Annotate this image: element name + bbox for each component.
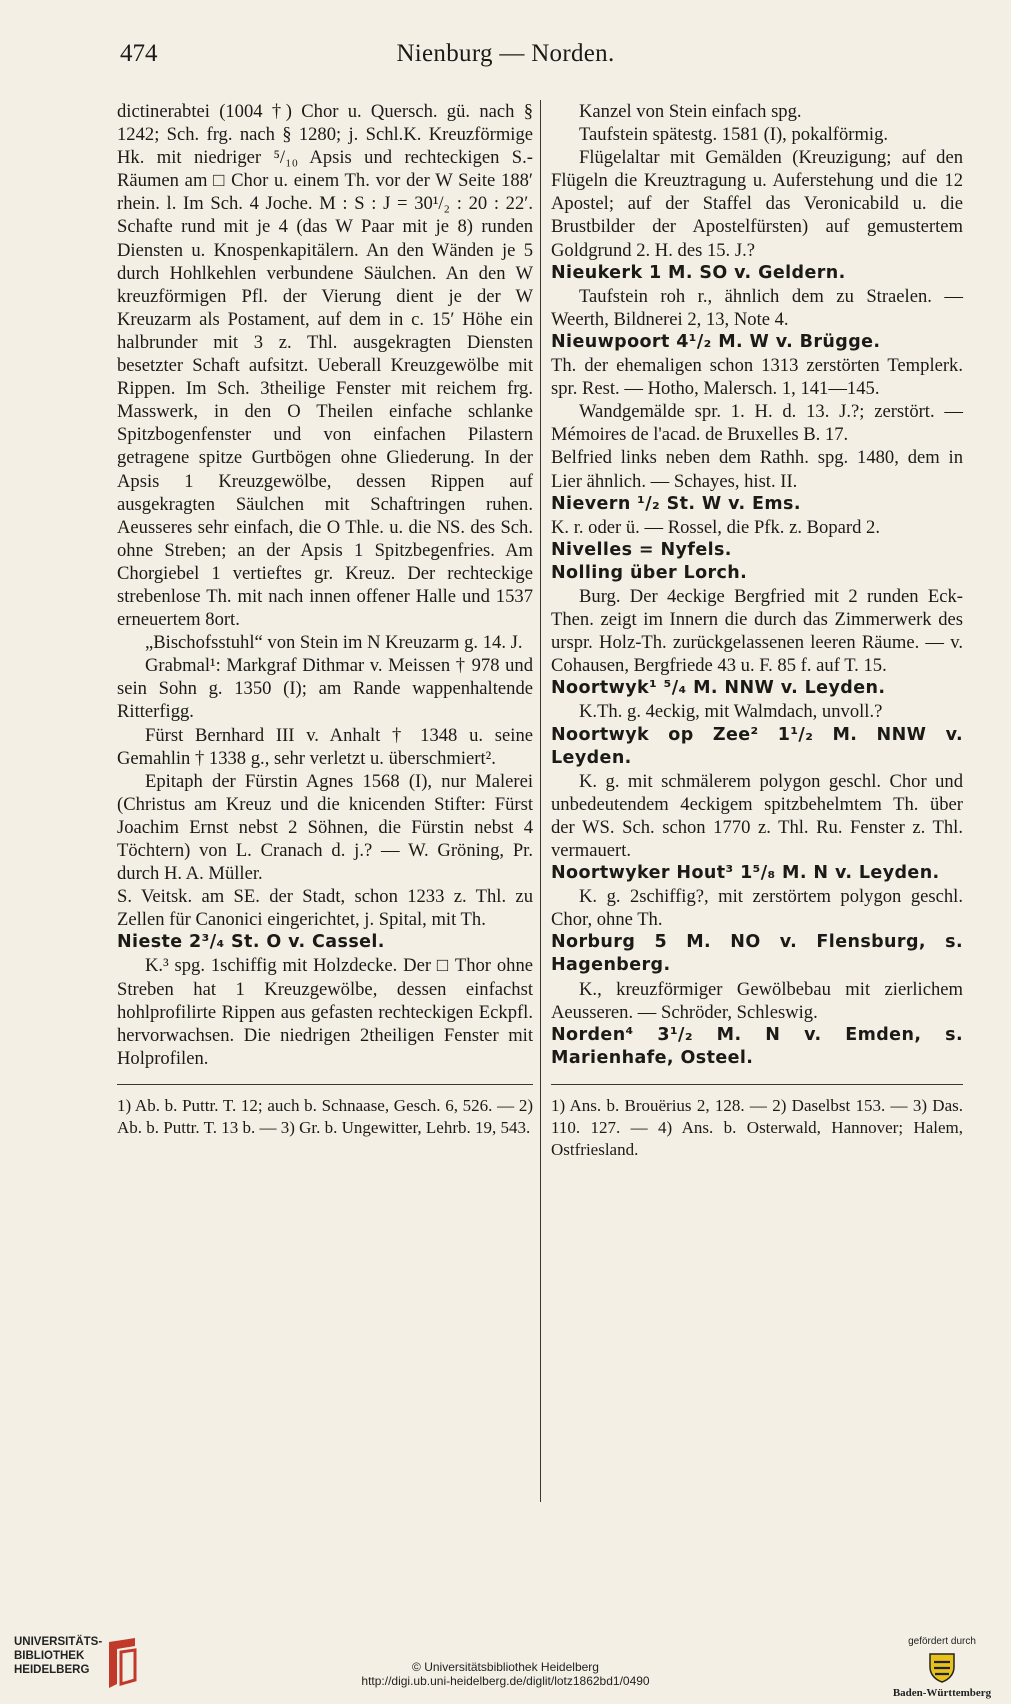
entry-heading-nieuwpoort: Nieuwpoort 4¹/₂ M. W v. Brügge.	[551, 331, 881, 352]
left-column	[117, 100, 533, 1139]
footnotes-right: 1) Ans. b. Brouërius 2, 128. — 2) Daselbst 153. — 3) Das. 110. 127. — 4) Ans. b. Osterwald, Hannover; Halem, Ostfriesland.	[551, 1095, 963, 1159]
running-title: Nienburg — Norden.	[396, 40, 615, 67]
funder-name: Baden-Württemberg	[892, 1687, 992, 1699]
right-paragraph-11: K. r. oder ü. — Rossel, die Pfk. z. Bopard 2.	[551, 516, 880, 538]
right-paragraph-8: Wandgemälde spr. 1. H. d. 13. J.?; zerstört. — Mémoires de l'acad. de Bruxelles B. 17.	[551, 401, 963, 446]
funded-by-label: gefördert durch	[908, 1636, 976, 1647]
right-paragraph-7: Th. der ehemaligen schon 1313 zerstörten Templerk. spr. Rest. — Hotho, Malersch. 1, 141—145.	[551, 355, 963, 400]
left-paragraph-4: Fürst Bernhard III v. Anhalt † 1348 u. seine Gemahlin † 1338 g., sehr verletzt u. überschmiert².	[117, 724, 533, 769]
entry-heading-nievern: Nievern ¹/₂ St. W v. Ems.	[551, 493, 801, 514]
entry-heading-norburg: Norburg 5 M. NO v. Flensburg, s. Hagenberg.	[551, 932, 963, 976]
entry-heading-nieste: Nieste 2³/₄ St. O v. Cassel.	[117, 932, 385, 953]
right-paragraph-9: Belfried links neben dem Rathh. spg. 1480, dem in Lier ähnlich. — Schayes, hist. II.	[551, 447, 963, 492]
left-paragraph-3: Grabmal¹: Markgraf Dithmar v. Meissen † 978 und sein Sohn g. 1350 (I); am Rande wappenhaltende Ritterfigg.	[117, 655, 533, 723]
left-paragraph-5: Epitaph der Fürstin Agnes 1568 (I), nur Malerei (Christus am Kreuz und die knicenden Stifter: Fürst Joachim Ernst nebst 2 Söhnen, die Fürstin nebst 4 Töchtern) von L. Cranach d. j.? — W. Gröning, Pr. durch H. A. Müller.	[117, 770, 533, 885]
coat-of-arms-icon	[927, 1651, 957, 1683]
right-paragraph-3: Flügelaltar mit Gemälden (Kreuzigung; auf den Flügeln die Kreuztragung u. Auferstehung und die 12 Apostel; auf der Staffel das Veronicabild u. die Brustbilder der Apostelfürsten) auf gemustertem Goldgrund 2. H. des 15. J.?	[551, 147, 963, 261]
footer-citation	[0, 1660, 1011, 1688]
right-paragraph-1: Kanzel von Stein einfach spg.	[579, 101, 802, 122]
permalink[interactable]: http://digi.ub.uni-heidelberg.de/diglit/lotz1862bd1/0490	[361, 1674, 650, 1688]
entry-heading-nivelles: Nivelles = Nyfels.	[551, 539, 732, 560]
right-paragraph-22: K., kreuzförmiger Gewölbebau mit zierlichem Aeusseren. — Schröder, Schleswig.	[551, 978, 963, 1023]
right-paragraph-5: Taufstein roh r., ähnlich dem zu Straelen. — Weerth, Bildnerei 2, 13, Note 4.	[551, 285, 963, 330]
funder-logo	[887, 1636, 997, 1699]
library-name-line-3: HEIDELBERG	[14, 1664, 90, 1676]
right-paragraph-14: Burg. Der 4eckige Bergfried mit 2 runden Eck-Then. zeigt im Innern die durch das Zimmerwerk des urspr. Holz-Th. zurückgelassenen leeren Räume. — v. Cohausen, Bergfriede 43 u. F. 85 f. auf T. 15.	[551, 585, 963, 677]
entry-heading-noortwyk: Noortwyk¹ ⁵/₄ M. NNW v. Leyden.	[551, 678, 886, 699]
library-name-line-1: UNIVERSITÄTS-	[14, 1636, 103, 1648]
copyright-line: © Universitätsbibliothek Heidelberg	[412, 1660, 599, 1674]
library-name-line-2: BIBLIOTHEK	[14, 1650, 85, 1662]
left-paragraph-6: S. Veitsk. am SE. der Stadt, schon 1233 z. Thl. zu Zellen für Canonici eingerichtet, j. Spital, mit Th.	[117, 886, 533, 931]
left-paragraph-1: dictinerabtei (1004 †) Chor u. Quersch. gü. nach § 1242; Sch. frg. nach § 1280; j. Schl.K. Kreuzförmige Hk. mit niedriger ⁵/₁₀ Apsis und rechteckigen S.-Räumen am □ Chor u. einem Th. vor der W Seite 188′ rhein. l. Im Sch. 4 Joche. M : S : J = 30¹/₂ : 20 : 22′. Schafte rund mit je 4 (das W Paar mit je 8) runden Diensten u. Knospenkapitälern. An den Wänden je 5 durch Hohlkehlen verbundene Säulchen. An den W kreuzförmigen Pfl. der Vierung dient je der W Kreuzarm als Postament, auf dem in c. 15′ Höhe ein halbrunder mit 3 z. Thl. ausgekragten Diensten besetzter Schaft aufsitzt. Ueberall Kreuzgewölbe mit Rippen. Im Sch. 3theilige Fenster mit reichem frg. Masswerk, in den O Theilen einfache schlanke Spitzbogenfenster und von einfachen Pilastern getragene spitze Gurtbögen ohne Gliederung. In der Apsis 1 Kreuzgewölbe, dessen Rippen auf ausgekragten Säulchen mit Schaftringen ruhen. Aeusseres sehr einfach, die O Thle. u. die NS. des Sch. ohne Streben; an der Apsis 1 Spitzbegenfries. Am Chorgiebel 1 vertieftes gr. Kreuz. Der rechteckige strebenlose Th. mit nach innen offener Halle und 1537 erneuertem 8ort.	[117, 101, 533, 631]
page-number: 474	[120, 40, 158, 67]
entry-heading-noortwyk-op-zee: Noortwyk op Zee² 1¹/₂ M. NNW v. Leyden.	[551, 724, 963, 768]
entry-heading-noortwyker-hout: Noortwyker Hout³ 1⁵/₈ M. N v. Leyden.	[551, 863, 940, 884]
entry-heading-nolling: Nolling über Lorch.	[551, 562, 748, 583]
left-paragraph-8: K.³ spg. 1schiffig mit Holzdecke. Der □ Thor ohne Streben hat 1 Kreuzgewölbe, dessen einfachst hohlprofilirte Rippen aus gefasten rechteckigen Eckpfl. hervorwachsen. Die niedrigen 2theiligen Fenster mit Holprofilen.	[117, 955, 533, 1069]
column-divider	[540, 100, 541, 1502]
footnote-rule-left	[117, 1084, 533, 1085]
left-paragraph-2: „Bischofsstuhl“ von Stein im N Kreuzarm g. 14. J.	[145, 632, 523, 654]
entry-heading-nieukerk: Nieukerk 1 M. SO v. Geldern.	[551, 262, 846, 283]
right-paragraph-2: Taufstein spätestg. 1581 (I), pokalförmig.	[579, 124, 889, 146]
right-paragraph-20: K. g. 2schiffig?, mit zerstörtem polygon geschl. Chor, ohne Th.	[551, 886, 963, 931]
right-column	[551, 100, 963, 1161]
right-paragraph-18: K. g. mit schmälerem polygon geschl. Chor und unbedeutendem 4eckigem spitzbehelmtem Th. über der WS. Sch. schon 1770 z. Thl. Ru. Fenster z. Thl. vermauert.	[551, 770, 963, 861]
footnotes-left: 1) Ab. b. Puttr. T. 12; auch b. Schnaase, Gesch. 6, 526. — 2) Ab. b. Puttr. T. 13 b. — 3) Gr. b. Ungewitter, Lehrb. 19, 543.	[117, 1095, 533, 1137]
footnote-rule-right	[551, 1084, 963, 1085]
entry-heading-norden: Norden⁴ 3¹/₂ M. N v. Emden, s. Marienhafe, Osteel.	[551, 1024, 963, 1068]
right-paragraph-16: K.Th. g. 4eckig, mit Walmdach, unvoll.?	[579, 701, 883, 723]
page-header	[0, 40, 1011, 80]
